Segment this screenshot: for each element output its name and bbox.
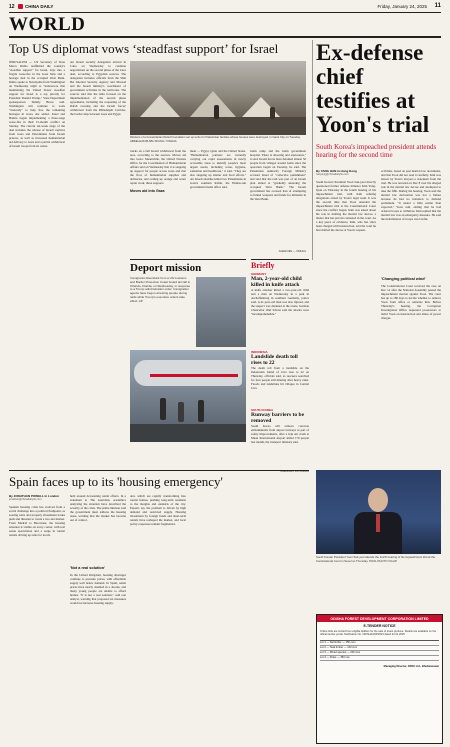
photo-worker: [270, 107, 275, 119]
briefly-agency: AGENCIES VIA XINHUA: [280, 470, 309, 473]
photo-aircraft-stripe: [150, 374, 238, 377]
page-label-left: 12: [9, 4, 15, 10]
spain-col-4: [190, 494, 246, 741]
spain-col-2: held around devastating rental efforts. In a statement to The Guardian, academics analyzing the situation have described the severity of the crisis. The prime minister said the government must address the housing issue, warning that the market has become out of control.: [70, 494, 126, 522]
tender-ad: [316, 614, 443, 744]
lead-photo-caption: Workers of a humanitarian Relief Foundation set up tents for Palestinian families whose houses were destroyed, in Gaza City on Tuesday. ABDELHAKIM ABU RIASH / XINHUA: [130, 135, 301, 143]
page-number: 11: [434, 3, 441, 9]
photo-tent-1: [140, 95, 180, 117]
briefly-headline: Landslide death toll rises to 22: [251, 354, 298, 366]
briefly-country: SOUTH KOREA: [251, 408, 274, 412]
right-byline: By YANG HAN in Hong Kong: [316, 169, 357, 173]
ad-row: Lot 3 — Mixed species — 200 cum: [320, 651, 439, 656]
spain-headline: Spain faces up to its 'housing emergency': [9, 474, 223, 489]
ad-table: [320, 640, 439, 661]
right-col-2-more: The Constitutional Court received the case on Dec 14 after the National Assembly passed the impeachment motion against Yoon. The court has up to 180 days to decide whether to remove Yoon from office or reinstate him. Before Thursday's hearing, the Corruption Investigation Office requested prosecutors to indict Yoon on insurrection and abuse of power charges.: [381, 284, 441, 320]
photo-aircraft: [134, 360, 242, 386]
briefly-country: GERMANY: [251, 272, 267, 276]
spain-col-3: don, which are rapidly transforming into tourist homes, pushing long-term residents to the margins and outskirts of the city. Experts say the problem is driven by high demand and restricted supply. Housing investment by foreign funds and short-term rentals have reshaped the market, and local policy responses remain fragmented.: [130, 494, 186, 526]
briefly-country: INDONESIA: [251, 350, 268, 354]
briefly-item-1: [251, 272, 309, 344]
ad-footer: Managing Director, OFDC Ltd., Bhubaneswar: [383, 665, 439, 669]
spain-byline: By JONATHAN POWELL in London: [9, 494, 60, 498]
ad-subtitle: E-TENDER NOTICE: [363, 624, 396, 628]
ad-row: Lot 4 — Poles — 350 nos: [320, 656, 439, 661]
briefly-body: The death toll from a landslide on the Indonesian island of Java rose to 22 on Thursday, officials said, as rescuers searched for four people still missing after heavy rains. Floods and landslides hit villages in Central Java.: [251, 366, 309, 390]
photo-person-head: [368, 488, 388, 512]
lead-col-5: Jenin camp and the Jenin government hospital. There is shooting and explosions," it said. Israeli forces have detained almost 50 people from villages around Jenin since the operation began on Tuesday, he said. The Palestinian Authority Foreign Ministry accused Israel of "collective punishment" and said that the raid was part of an Israeli plan aimed at "gradually annexing the occupied West Bank." The Israeli government has accused Iran of attempting to funnel weapons and funds for militants in the West Bank.: [250, 149, 306, 201]
right-col-1: South Korea's President Yoon Suk-yeol directly questioned former defense minister Kim Yong-hyun on Thursday in the fourth hearing of his impeachment trial, with Kim refuting allegations raised by Yoon's legal team. It was the second time that Yoon attended the impeachment trial at the Constitutional Court since the conflict began. Kim was asked about his role in drafting the martial law decree, a matter that has proven contested in the court. As a key piece of evidence, Kim, who has since been charged with insurrection, told the court he had drafted the decree at Yoon's request.: [316, 180, 376, 232]
deport-caption: Immigrants disembark from a US Customs and Border Protection Coast Guard aircraft in Orlando, Florida, on Wednesday, in response to a Trump administration order. Immigration agents have begun arresting people during raids while Trump's executive orders take effect. AP: [130, 277, 191, 303]
aid-subhead: Moves aid into Gaza: [130, 189, 186, 194]
spain-byline-email: jonathan@chinadailyuk.com: [9, 498, 42, 501]
lead-col-2: An Israeli security delegation arrived in Cairo on Wednesday to continue negotiations on the second phase of the truce deal, according to Egyptian sources. The delegation includes officials from the Shin Bet Internal Security Agency and Mossad and the Israeli military's coordinator of government activities in the territories. The sources said that the talks focused on the implementation of the second phase agreements, including the reopening of the Rafah crossing and the Israeli forces' withdrawal from the Philadelphi Corridor, the border strip between Gaza and Egypt.: [70, 60, 126, 116]
right-byline-email: hanyang@chinadailyhk.com: [316, 173, 349, 176]
right-col-2: activities, based on past martial law documents, and that Yoon did not read it carefully. Kim was shown by Yoon's lawyers a statement from the trial. He was arrested on Dec 8 over his alleged role in the martial law decree and attempted to take the fifth. During the hearing, Yoon said the martial law declaration was not a failure because he had no intention to disband parliament. "It ended a little earlier than expected," Yoon said, adding that he had ordered troops to withdraw. Kim replied that the martial law was an emergency measure. He said the mobilization of troops was lawful.: [381, 169, 441, 221]
ad-row: Lot 1 — Sal timber — 150 cum: [320, 641, 439, 646]
briefly-headline: Man, 2-year-old child killed in knife attack: [251, 276, 302, 288]
photo-tent-2: [190, 91, 236, 117]
spain-rule: [9, 470, 309, 471]
yoon-photo-caption: South Korean President Yoon Suk-yeol attends the fourth hearing of his impeachment trial at the Constitutional Court in Seoul on Thursday. POOL PHOTO VIA AP: [316, 555, 436, 563]
photo-worker: [214, 105, 219, 119]
date-line: Friday, January 24, 2025: [377, 4, 427, 9]
photo-people: [198, 400, 204, 422]
deport-photo: [130, 350, 246, 442]
spain-col-2-more: In the United Kingdom, housing shortages continue to pressure prices, with affordable supply well below demand. In Spain, rental prices have nearly doubled in a decade, and many young people are unable to afford homes. "It is not a real solution," said one analyst, warning that proposed tax measures would not increase housing supply.: [70, 573, 126, 605]
briefly-body: A knife attacker killed a two-year-old child and a man on Wednesday in a park in Aschaffenburg in southern Germany, police said. A 41-year-old man was also injured, and the suspect was detained at the scene. German Chancellor Olaf Scholz said the attacks were "incomprehensible.": [251, 288, 309, 316]
ad-body: Online bids are invited from eligible bidders for the sale of forest produce. Details are available on the official tender portal. Notification No. ODISHA/2025/024 dated 22.01.2025: [320, 630, 437, 637]
right-subhead: South Korea's impeached president attends hearing for the second time: [316, 143, 437, 159]
deport-headline: Deport mission: [130, 262, 202, 274]
right-headline: Ex-defense chief testifies at Yoon's trial: [316, 40, 430, 137]
briefly-item-2: [251, 350, 309, 402]
ad-title: ODISHA FOREST DEVELOPMENT CORPORATION LIMITED: [317, 615, 442, 622]
spain-subhead: 'Not a real solution': [70, 566, 105, 570]
column-divider: [312, 40, 313, 260]
spain-col-1: Spanish housing crisis has evolved from a social challenge into a political flashpoint, as soaring rents and property investment trades push and threaten to create a two-tier market. From Madrid to Barcelona, the housing situation is visible on every corner, with real estate speculation and a surge in tourist rentals driving up rents for locals.: [9, 505, 65, 537]
right-pull-head: 'Changing political wind': [381, 277, 426, 281]
briefly-rule: [251, 259, 309, 260]
deport-rule: [130, 259, 246, 260]
ad-row: Lot 2 — Teak timber — 120 cum: [320, 646, 439, 651]
photo-tie: [376, 514, 380, 532]
lead-col-3: trucks on a full Israeli withdrawal from the area, according to the sources. Moves aid into Gaza: Meanwhile, the United Nations Office for the Coordination of Humanitarian Affairs said on Wednesday that it is stepping up support for people across Gaza and that the flow of humanitarian supplies and deliveries, and scaling up orange and water repair work, these supports.: [130, 149, 186, 185]
paper-logo-mark: [18, 4, 23, 9]
photo-tarmac: [130, 424, 246, 442]
briefly-item-3: [251, 408, 309, 476]
photo-ground: [130, 117, 306, 135]
paper-name: CHINA DAILY: [25, 4, 54, 9]
photo-people: [160, 398, 166, 420]
lead-headline: Top US diplomat vows ‘steadfast support’ for Israel: [9, 41, 279, 56]
photo-people: [178, 402, 184, 422]
section-title: WORLD: [9, 14, 86, 35]
lead-col-1: JERUSALEM — US Secretary of State Marco Rubio reaffirmed the country's "steadfast support" for Israel, days into a fragile cease-fire in the Gaza Strip and a hostage deal in the occupied West Bank. Rubio spoke to Netanyahu from Washington on Wednesday night to "underscore that maintaining the United States' steadfast support for Israel is a top priority for President Donald Trump," State Department spokesperson Tammy Bruce said. Washington will continue to work "tirelessly" to help free the remaining hostages in Gaza, she added. Israel and Hamas began implementing a three-stage cease-fire in their 15-month conflict on Sunday. The current six-week stage of the deal includes the release of Israeli captives from Gaza and Palestinians from Israeli prisons, as well as increased humanitarian aid delivery to Gaza and a partial withdrawal of Israeli troops from its center.: [9, 60, 65, 148]
lead-agency: AGENCIES — XINHUA: [278, 250, 306, 253]
masthead-rule: [9, 12, 441, 13]
spain-col-5: [250, 494, 309, 741]
yoon-photo: [316, 470, 441, 554]
briefly-body: South Korea will remove concrete embankments from airport runways as part of safety improvements, after a Jeju Air crash at Muan International Airport killed 179 people last month, the transport ministry said.: [251, 424, 309, 444]
briefly-headline: Runway barriers to be removed: [251, 412, 305, 424]
lead-photo: [130, 61, 306, 135]
deport-side-photo: [196, 277, 246, 347]
section-rule: [9, 36, 441, 38]
briefly-title: Briefly: [251, 261, 275, 270]
lead-col-4: ment — Egypt, Qatar and the United States. "Humanitarian partners are currently carrying out rapid assessments in newly accessible areas to identify people's most urgent needs, including water, hygiene, sanitation and healthcare," it said. "They are also stepping up shelter and food efforts." An Israeli airstrike killed two Palestinians in Gaza's southern Rafah, the Hamas-run government media office said.: [190, 149, 246, 189]
